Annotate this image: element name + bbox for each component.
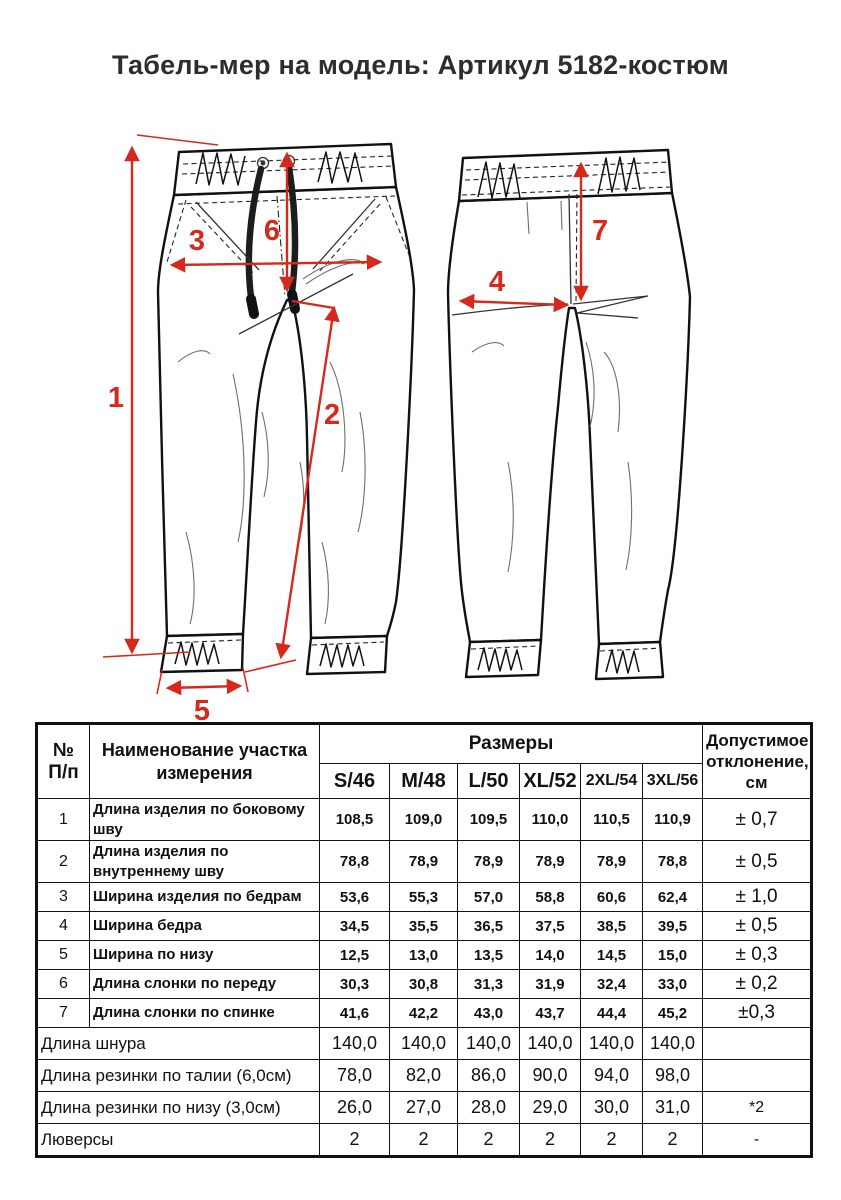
measurement-value: 38,5 xyxy=(581,912,643,941)
measurement-value: 90,0 xyxy=(520,1060,581,1092)
measurement-value: 140,0 xyxy=(643,1028,703,1060)
measurement-value: 2 xyxy=(581,1124,643,1157)
measurement-value: 2 xyxy=(458,1124,520,1157)
measurement-value: 78,0 xyxy=(320,1060,390,1092)
table-row xyxy=(37,912,812,941)
measurement-value: 26,0 xyxy=(320,1092,390,1124)
table-row xyxy=(37,799,812,841)
measurement-value: 109,5 xyxy=(458,799,520,841)
size-header: XL/52 xyxy=(520,764,581,799)
measurement-value: 2 xyxy=(520,1124,581,1157)
measurement-value: 57,0 xyxy=(458,883,520,912)
back-cuffs xyxy=(466,640,663,679)
measurement-value: 78,8 xyxy=(320,841,390,883)
pants-back-view xyxy=(448,150,690,679)
dimension-label: 1 xyxy=(107,382,124,414)
measurement-value: 27,0 xyxy=(390,1092,458,1124)
front-waistband xyxy=(174,144,396,195)
measurement-value: 44,4 xyxy=(581,999,643,1028)
measurement-value: 78,9 xyxy=(520,841,581,883)
tolerance-value: ± 0,3 xyxy=(703,941,812,970)
measurement-value: 39,5 xyxy=(643,912,703,941)
measurement-value: 140,0 xyxy=(390,1028,458,1060)
measurement-value: 53,6 xyxy=(320,883,390,912)
measurement-value: 58,8 xyxy=(520,883,581,912)
table-row xyxy=(37,1124,812,1157)
measurement-name: Ширина бедра xyxy=(90,912,320,941)
tolerance-value xyxy=(703,1060,812,1092)
row-number: 4 xyxy=(37,912,90,941)
tolerance-value: ± 1,0 xyxy=(703,883,812,912)
measurement-value: 34,5 xyxy=(320,912,390,941)
row-number: 7 xyxy=(37,999,90,1028)
measurement-value: 31,3 xyxy=(458,970,520,999)
size-header: 3XL/56 xyxy=(643,764,703,799)
measurement-value: 82,0 xyxy=(390,1060,458,1092)
measurement-value: 55,3 xyxy=(390,883,458,912)
measurement-table xyxy=(35,722,813,1158)
measurement-value: 98,0 xyxy=(643,1060,703,1092)
measurement-value: 45,2 xyxy=(643,999,703,1028)
measurement-value: 31,0 xyxy=(643,1092,703,1124)
table-row xyxy=(37,941,812,970)
measurement-value: 36,5 xyxy=(458,912,520,941)
size-header: L/50 xyxy=(458,764,520,799)
measurement-value: 31,9 xyxy=(520,970,581,999)
measurement-value: 78,9 xyxy=(390,841,458,883)
measurement-value: 14,5 xyxy=(581,941,643,970)
measurement-value: 28,0 xyxy=(458,1092,520,1124)
back-body-outline xyxy=(448,193,690,644)
measurement-value: 108,5 xyxy=(320,799,390,841)
measurement-name: Длина резинки по низу (3,0см) xyxy=(37,1092,320,1124)
measurement-value: 37,5 xyxy=(520,912,581,941)
measurement-value: 78,8 xyxy=(643,841,703,883)
row-number: 5 xyxy=(37,941,90,970)
measurement-value: 140,0 xyxy=(320,1028,390,1060)
dimension-label: 5 xyxy=(193,695,211,727)
tolerance-value: ± 0,2 xyxy=(703,970,812,999)
column-header-sizes-group: Размеры xyxy=(320,724,703,764)
size-header: S/46 xyxy=(320,764,390,799)
row-number: 1 xyxy=(37,799,90,841)
page-title: Табель-мер на модель: Артикул 5182-костюм xyxy=(112,50,729,80)
measurement-value: 30,3 xyxy=(320,970,390,999)
measurement-value: 86,0 xyxy=(458,1060,520,1092)
row-number: 3 xyxy=(37,883,90,912)
measurement-value: 78,9 xyxy=(581,841,643,883)
column-header-num: № П/п xyxy=(37,724,90,799)
measurement-value: 109,0 xyxy=(390,799,458,841)
measurement-table-body xyxy=(37,799,812,1157)
measurement-value: 140,0 xyxy=(520,1028,581,1060)
tolerance-value: - xyxy=(703,1124,812,1157)
measurement-name: Длина изделия по внутреннему шву xyxy=(90,841,320,883)
table-row xyxy=(37,1028,812,1060)
measurement-value: 110,0 xyxy=(520,799,581,841)
table-row xyxy=(37,883,812,912)
tolerance-value xyxy=(703,1028,812,1060)
technical-drawing xyxy=(0,112,841,727)
front-cuffs xyxy=(161,634,387,674)
measurement-value: 60,6 xyxy=(581,883,643,912)
tolerance-value: *2 xyxy=(703,1092,812,1124)
measurement-value: 2 xyxy=(390,1124,458,1157)
measurement-value: 140,0 xyxy=(458,1028,520,1060)
measurement-value: 62,4 xyxy=(643,883,703,912)
measurement-value: 43,7 xyxy=(520,999,581,1028)
measurement-value: 43,0 xyxy=(458,999,520,1028)
measurement-name: Ширина изделия по бедрам xyxy=(90,883,320,912)
dimension-label: 4 xyxy=(488,266,506,298)
tolerance-value: ± 0,5 xyxy=(703,841,812,883)
column-header-tolerance: Допустимое отклонение, см xyxy=(703,724,812,799)
measurement-name: Длина слонки по спинке xyxy=(90,999,320,1028)
measurement-name: Люверсы xyxy=(37,1124,320,1157)
measurement-value: 30,0 xyxy=(581,1092,643,1124)
tolerance-value: ±0,3 xyxy=(703,999,812,1028)
measurement-value: 110,9 xyxy=(643,799,703,841)
measurement-value: 30,8 xyxy=(390,970,458,999)
measurement-value: 94,0 xyxy=(581,1060,643,1092)
table-header-row xyxy=(37,724,812,764)
measurement-value: 13,5 xyxy=(458,941,520,970)
table-row xyxy=(37,1092,812,1124)
column-header-name: Наименование участка измерения xyxy=(90,724,320,799)
dimension-label: 7 xyxy=(592,215,609,247)
measurement-value: 140,0 xyxy=(581,1028,643,1060)
tolerance-value: ± 0,5 xyxy=(703,912,812,941)
size-header: M/48 xyxy=(390,764,458,799)
row-number: 2 xyxy=(37,841,90,883)
tolerance-value: ± 0,7 xyxy=(703,799,812,841)
measurement-value: 14,0 xyxy=(520,941,581,970)
measurement-value: 29,0 xyxy=(520,1092,581,1124)
measurement-name: Длина изделия по боковому шву xyxy=(90,799,320,841)
table-row xyxy=(37,1060,812,1092)
measurement-value: 12,5 xyxy=(320,941,390,970)
measurement-value: 13,0 xyxy=(390,941,458,970)
measurement-value: 110,5 xyxy=(581,799,643,841)
measurement-value: 2 xyxy=(320,1124,390,1157)
table-row xyxy=(37,970,812,999)
size-header: 2XL/54 xyxy=(581,764,643,799)
table-row xyxy=(37,841,812,883)
measurement-name: Длина резинки по талии (6,0см) xyxy=(37,1060,320,1092)
table-row xyxy=(37,999,812,1028)
measurement-value: 41,6 xyxy=(320,999,390,1028)
measurement-name: Длина слонки по переду xyxy=(90,970,320,999)
measurement-value: 15,0 xyxy=(643,941,703,970)
dimension-5 xyxy=(157,668,248,727)
measurement-name: Длина шнура xyxy=(37,1028,320,1060)
dimension-label: 3 xyxy=(188,225,206,257)
dimension-label: 2 xyxy=(324,399,341,431)
measurement-value: 33,0 xyxy=(643,970,703,999)
measurement-value: 78,9 xyxy=(458,841,520,883)
measurement-value: 35,5 xyxy=(390,912,458,941)
measurement-value: 32,4 xyxy=(581,970,643,999)
measurement-value: 42,2 xyxy=(390,999,458,1028)
measurement-name: Ширина по низу xyxy=(90,941,320,970)
row-number: 6 xyxy=(37,970,90,999)
measurement-value: 2 xyxy=(643,1124,703,1157)
dimension-label: 6 xyxy=(263,215,280,247)
